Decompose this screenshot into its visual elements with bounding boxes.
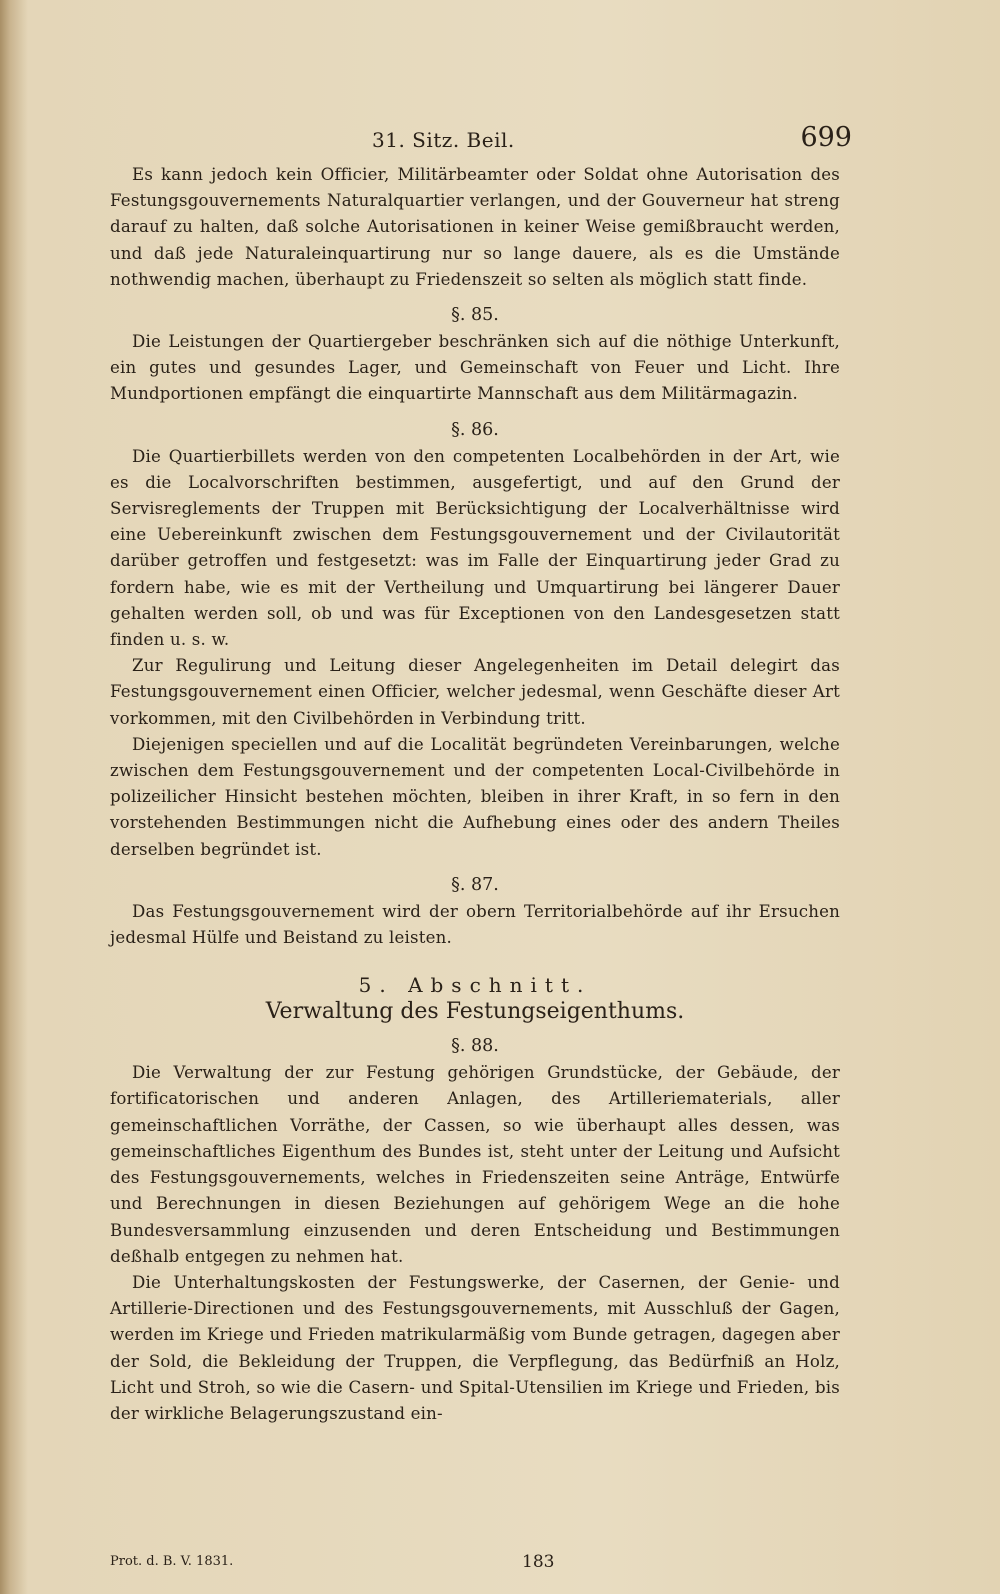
paragraph: Die Verwaltung der zur Festung gehörigen Grundstücke, der Gebäude, der fortificatorischen und anderen Anlagen, des Artilleriematerials, aller gemeinschaftlichen Vorräthe, der Cassen, so wie überhaupt alles dessen, was gemeinschaftliches Eigenthum des Bundes ist, steht unter der Leitung und Aufsicht des Festungsgouvernements, welches in Friedenszeiten seine Anträge, Entwürfe und Berechnungen in diesen Beziehungen auf gehörigem Wege an die hohe Bundesversammlung einzusenden und deren Entscheidung und Bestimmungen deßhalb entgegen zu nehmen hat. [110,1063,840,1266]
running-head: 31. Sitz. Beil. [372,128,515,152]
paragraph: Die Unterhaltungskosten der Festungswerke, der Casernen, der Genie- und Artillerie-Directionen und des Festungsgouvernements, mit Ausschluß der Gagen, werden im Kriege und Frieden matrikularmäßig vom Bunde getragen, dagegen aber der Sold, die Bekleidung der Truppen, die Verpflegung, das Bedürfniß an Holz, Licht und Stroh, so wie die Casern- und Spital-Utensilien im Kriege und Frieden, bis der wirkliche Belagerungszustand ein- [110,1272,840,1423]
section-heading: §. 85. [451,305,499,326]
section-heading: §. 88. [451,1036,499,1057]
signature-mark: Prot. d. B. V. 1831. [110,1554,234,1569]
chapter-number: 5. Abschnitt. [358,973,592,998]
chapter-title: Verwaltung des Festungseigenthums. [265,999,685,1025]
section-heading: §. 87. [451,874,499,895]
section-88 [110,1036,840,1427]
page-body [110,162,840,1427]
page-header [0,120,1000,160]
sheet-number: 183 [522,1552,555,1572]
section-heading: §. 86. [451,419,499,440]
paragraph: Zur Regulirung und Leitung dieser Angelegenheiten im Detail delegirt das Festungsgouvernement einen Officier, welcher jedesmal, wenn Geschäfte dieser Art vorkommen, mit den Civilbehörden in Verbindung tritt. [110,656,840,728]
paragraph: Es kann jedoch kein Officier, Militärbeamter oder Soldat ohne Autorisation des Festungsgouvernements Naturalquartier verlangen, und der Gouverneur hat streng darauf zu halten, daß solche Autorisationen in keiner Weise gemißbraucht werden, und daß jede Naturaleinquartirung nur so lange dauere, als es die Umstände nothwendig machen, überhaupt zu Friedenszeit so selten als möglich statt finde. [110,165,840,289]
page-footer [110,1552,840,1582]
paragraph: Das Festungsgouvernement wird der obern Territorialbehörde auf ihr Ersuchen jedesmal Hülfe und Beistand zu leisten. [110,901,840,948]
section-87 [110,875,840,951]
page-number: 699 [800,122,852,153]
paragraph: Diejenigen speciellen und auf die Localität begründeten Vereinbarungen, welche zwischen dem Festungsgouvernement und der competenten Local-Civilbehörde in polizeilicher Hinsicht bestehen möchten, bleiben in ihrer Kraft, in so fern in den vorstehenden Bestimmungen nicht die Aufhebung eines oder des andern Theiles derselben begründet ist. [110,734,840,859]
paragraph: Die Leistungen der Quartiergeber beschränken sich auf die nöthige Unterkunft, ein gutes und gesundes Lager, und Gemeinschaft von Feuer und Licht. Ihre Mundportionen empfängt die einquartirte Mannschaft aus dem Militärmagazin. [110,332,840,404]
section-85 [110,305,840,408]
section-86 [110,420,840,863]
intro-block [110,162,840,293]
paragraph: Die Quartierbillets werden von den competenten Localbehörden in der Art, wie es die Localvorschriften bestimmen, ausgefertigt, und auf den Grund der Servisreglements der Truppen mit Berücksichtigung der Localverhältnisse wird eine Uebereinkunft zwischen dem Festungsgouvernement und der Civilautorität darüber getroffen und festgesetzt: was im Falle der Einquartirung jeder Grad zu fordern habe, wie es mit der Vertheilung und Umquartirung bei längerer Dauer gehalten werden soll, ob und was für Exceptionen von den Landesgesetzen statt finden u. s. w. [110,446,840,650]
